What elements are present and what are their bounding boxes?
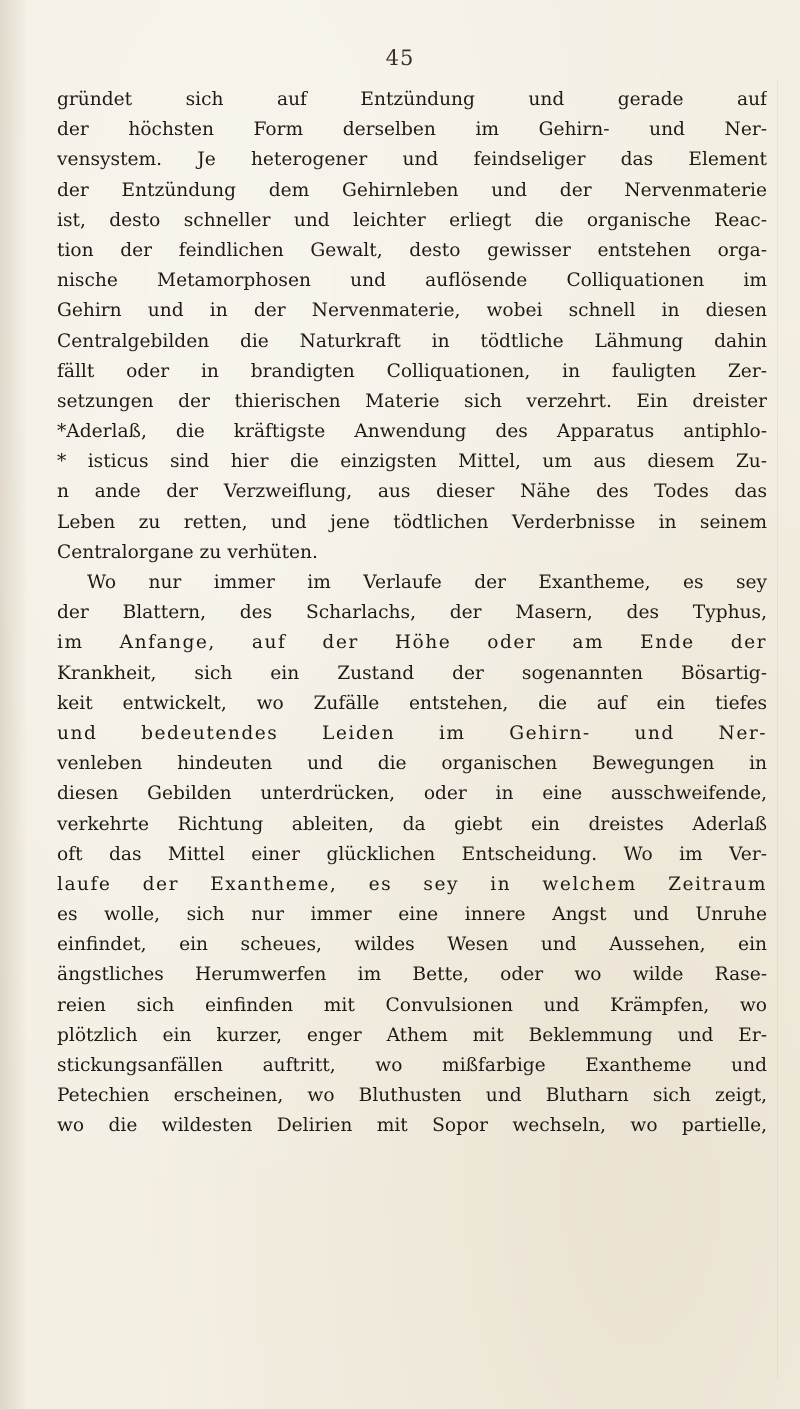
text-line: fällt oder in brandigten Colliquationen, in fauligten Zer- [57,360,767,382]
text-line-paragraph-end: Centralorgane zu verhüten. [57,541,318,563]
text-line: oft das Mittel einer glücklichen Entscheidung. Wo im Ver- [57,843,767,865]
text-line: reien sich einfinden mit Convulsionen und Krämpfen, wo [57,994,767,1016]
text-line: der Entzündung dem Gehirnleben und der Nervenmaterie [57,179,767,201]
text-line: keit entwickelt, wo Zufälle entstehen, die auf ein tiefes [57,692,767,714]
text-line: venleben hindeuten und die organischen Bewegungen in [57,753,767,775]
page-crease [777,80,778,1380]
text-line: der Blattern, des Scharlachs, der Masern, des Typhus, [57,602,767,624]
page-number: 45 [385,46,415,70]
text-line: ist, desto schneller und leichter erliegt die organische Reac- [57,209,767,231]
text-line: laufe der Exantheme, es sey in welchem Zeitraum [57,873,767,895]
text-line: gründet sich auf Entzündung und gerade auf [57,89,767,110]
text-line: der höchsten Form derselben im Gehirn- und Ner- [57,119,767,141]
text-line: im Anfange, auf der Höhe oder am Ende der [57,632,767,654]
text-line: nische Metamorphosen und auflösende Colliquationen im [57,270,767,292]
text-line: vensystem. Je heterogener und feindseliger das Element [57,149,767,171]
text-line: Centralgebilden die Naturkraft in tödtliche Lähmung dahin [57,330,767,352]
text-line: verkehrte Richtung ableiten, da giebt ein dreistes Aderlaß [57,813,767,835]
text-line: *Aderlaß, die kräftigste Anwendung des Apparatus antiphlo- [57,421,767,443]
text-line: wo die wildesten Delirien mit Sopor wechseln, wo partielle, [57,1115,767,1137]
text-line: plötzlich ein kurzer, enger Athem mit Beklemmung und Er- [57,1024,767,1046]
text-line: tion der feindlichen Gewalt, desto gewisser entstehen orga- [57,239,767,261]
text-line: stickungsanfällen auftritt, wo mißfarbige Exantheme und [57,1055,767,1076]
text-line: setzungen der thierischen Materie sich verzehrt. Ein dreister [57,390,767,412]
text-line: diesen Gebilden unterdrücken, oder in eine ausschweifende, [57,783,767,805]
page-fold-shadow [0,0,28,1409]
text-line: Petechien erscheinen, wo Bluthusten und Blutharn sich zeigt, [57,1085,767,1107]
text-line: Gehirn und in der Nervenmaterie, wobei schnell in diesen [57,300,767,322]
text-line: Leben zu retten, und jene tödtlichen Verderbnisse in seinem [57,511,767,533]
text-line-paragraph-start: Wo nur immer im Verlaufe der Exantheme, es sey [87,572,767,593]
text-line: es wolle, sich nur immer eine innere Angst und Unruhe [57,904,767,926]
text-line: * isticus sind hier die einzigsten Mittel, um aus diesem Zu- [57,451,767,473]
body-text [57,85,767,1142]
text-line: einfindet, ein scheues, wildes Wesen und Aussehen, ein [57,934,767,956]
text-line: und bedeutendes Leiden im Gehirn- und Ner- [57,722,767,744]
text-line: ängstliches Herumwerfen im Bette, oder wo wilde Rase- [57,964,767,986]
text-line: Krankheit, sich ein Zustand der sogenannten Bösartig- [57,662,767,684]
text-line: n ande der Verzweiflung, aus dieser Nähe des Todes das [57,481,767,503]
